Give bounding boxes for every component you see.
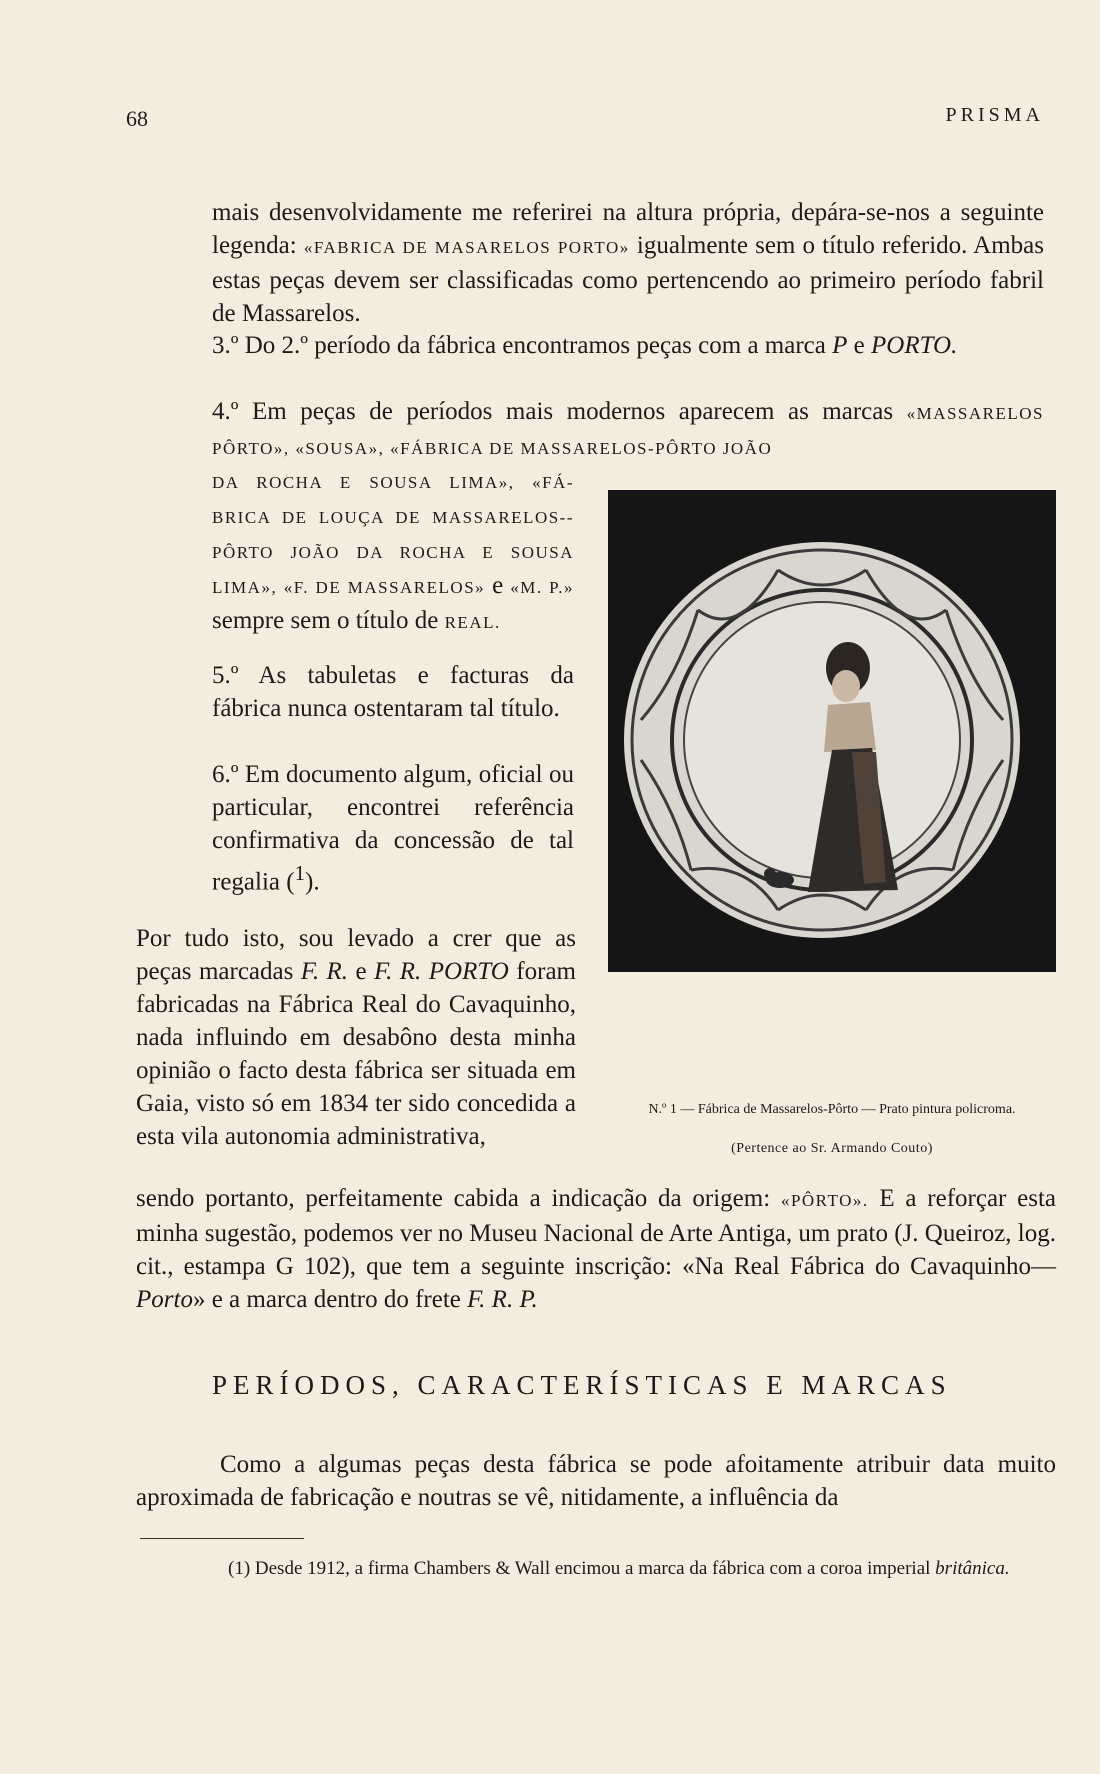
figure-caption: N.º 1 — Fábrica de Massarelos-Pôrto — Prato pintura policroma. — [648, 1102, 1016, 1117]
text: e — [847, 332, 871, 359]
item-5: 5.º As tabuletas e facturas da fábrica nunca ostentaram tal título. — [212, 662, 574, 722]
footnote-text: Desde 1912, a firma Chambers & Wall encimou a marca da fábrica com a coroa imperial — [250, 1558, 936, 1579]
text: sempre sem o título de — [212, 607, 445, 634]
item-4 — [212, 395, 1044, 465]
footnote-ref: 1 — [294, 861, 306, 885]
item-4-continued — [212, 464, 574, 639]
text: » e a marca dentro do frete — [192, 1286, 468, 1313]
paragraph-legend — [212, 196, 1044, 330]
mark-text: «MASSARELOS PÔRTO», «SOUSA», «FÁBRICA DE MASSARELOS-PÔRTO JOÃO — [212, 404, 1044, 458]
text: 4.º Em peças de períodos mais modernos aparecem as marcas — [212, 398, 907, 425]
figure-plate — [608, 490, 1056, 1070]
mark-text: F. R. P. — [467, 1286, 538, 1313]
paragraph-conclusion — [136, 922, 576, 1153]
mark-text: F. R. — [300, 958, 349, 985]
footnote-text: britânica. — [935, 1558, 1010, 1579]
mark-text: REAL. — [444, 613, 501, 632]
item-3 — [212, 329, 1044, 362]
text: e — [485, 572, 511, 599]
page-number: 68 — [126, 106, 148, 131]
footnote — [140, 1554, 1056, 1583]
paragraph-conclusion-continued — [136, 1182, 1056, 1316]
text: E a reforçar esta minha sugestão, podemos ver no Museu Nacional de Arte Antiga, um prato (J. Queiroz, log. cit., estampa G 102), que tem a seguinte inscrição: «Na Real Fábrica do Cavaquinho— — [136, 1185, 1057, 1280]
text: ). — [305, 868, 320, 896]
text: mais desenvolvidamente me referirei na altura própria, depára-se-nos a seguinte legenda: — [212, 199, 1044, 259]
running-head: PRISMA — [945, 104, 1044, 126]
mark-text: «PÔRTO». — [780, 1191, 869, 1210]
text: igualmente sem o título referido. Ambas estas peças devem ser classificadas como pertencendo ao primeiro período fabril de Massarelos. — [212, 232, 1045, 327]
section-title: PERÍODOS, CARACTERÍSTICAS E MARCAS — [212, 1370, 952, 1400]
text: e — [348, 958, 375, 985]
text: foram fabricadas na Fábrica Real do Cavaquinho, nada influindo em desabôno desta minha opinião o facto desta fábrica ser situada em Gaia, visto só em 1834 ter sido concedida a esta vila autonomia administrativa, — [136, 958, 576, 1150]
plate-photo — [608, 490, 1056, 972]
text: sendo portanto, perfeitamente cabida a indicação da origem: — [136, 1185, 781, 1212]
figure-source: (Pertence ao Sr. Armando Couto) — [731, 1141, 933, 1156]
mark-text: «FABRICA DE MASARELOS PORTO» — [303, 238, 630, 257]
text: 3.º Do 2.º período da fábrica encontramos peças com a marca — [212, 332, 833, 359]
footnote-rule — [140, 1538, 304, 1539]
text: Por tudo isto, sou levado a crer que as peças marcadas — [136, 925, 576, 985]
footnote-marker: (1) — [228, 1558, 251, 1579]
mark-text: Porto — [136, 1286, 193, 1313]
mark-text: F. R. PORTO — [374, 958, 509, 985]
paragraph-periods: Como a algumas peças desta fábrica se pode afoitamente atribuir data muito aproximada de fabricação e noutras se vê, nitidamente, a influência da — [136, 1451, 1056, 1511]
mark-text: «M. P.» — [510, 578, 574, 597]
item-6 — [212, 758, 574, 898]
plate-illustration — [608, 490, 1056, 972]
mark-text: P — [832, 332, 848, 359]
text: 6.º Em documento algum, oficial ou particular, encontrei referência confirmativa da concessão de tal regalia ( — [212, 761, 574, 896]
mark-text: DA ROCHA E SOUSA LIMA», «FÁ-BRICA DE LOUÇA DE MASSARELOS--PÔRTO JOÃO DA ROCHA E SOUSA LIMA», «F. DE MASSARELOS» — [212, 473, 574, 597]
mark-text: PORTO. — [871, 332, 958, 359]
